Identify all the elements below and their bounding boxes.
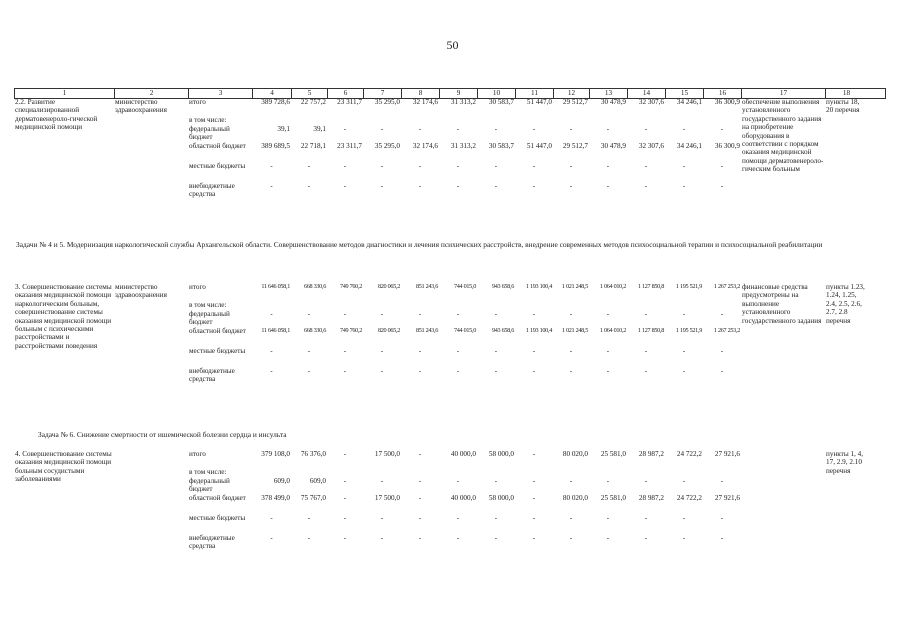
amount-cell: 34 246,1 — [676, 98, 702, 106]
funding-source: внебюджетные средства — [189, 182, 235, 199]
funding-source: внебюджетные средства — [189, 367, 235, 384]
amount-cell: - — [418, 534, 422, 542]
amount-cell: - — [380, 182, 384, 190]
amount-cell: - — [569, 534, 573, 542]
amount-cell: - — [307, 309, 311, 318]
amount-cell: 28 987,2 — [638, 494, 664, 502]
amount-cell: - — [682, 367, 686, 375]
header-col-11: 11 — [516, 89, 554, 98]
amount-cell: 389 728,6 — [261, 98, 290, 106]
amount-cell: - — [494, 347, 498, 355]
amount-cell: 749 760,2 — [339, 327, 362, 334]
funding-source: в том числе: — [189, 467, 227, 476]
amount-cell: - — [418, 309, 422, 318]
amount-cell: - — [720, 476, 724, 485]
amount-cell: - — [606, 124, 610, 133]
amount-cell: - — [380, 124, 384, 133]
amount-cell: 29 512,7 — [562, 142, 588, 150]
amount-cell: - — [720, 162, 724, 170]
amount-cell: - — [644, 476, 648, 485]
amount-cell: 34 246,1 — [676, 142, 702, 150]
amount-cell: - — [418, 514, 422, 522]
measure-name: 3. Совершенствование системы оказания медицинской помощи наркологическим больным, совершенствование системы оказания медицинской помощи больным с психическими расстройствами и расстройствами поведения — [15, 283, 112, 350]
amount-cell: 609,0 — [309, 476, 326, 485]
header-col-10: 10 — [478, 89, 516, 98]
amount-cell: - — [307, 162, 311, 170]
header-col-2: 2 — [115, 89, 189, 98]
amount-cell: 30 478,9 — [600, 142, 626, 150]
amount-cell: - — [569, 347, 573, 355]
amount-cell: - — [569, 124, 573, 133]
amount-cell: 23 311,7 — [337, 98, 362, 106]
task-heading-6: Задача № 6. Снижение смертности от ишемической болезни сердца и инсульта — [38, 430, 287, 439]
amount-cell: 30 583,7 — [488, 98, 514, 106]
funding-source: федеральный бюджет — [189, 476, 230, 493]
amount-cell: - — [606, 162, 610, 170]
amount-cell: 378 499,0 — [261, 494, 290, 502]
amount-cell: - — [720, 124, 724, 133]
amount-cell: - — [380, 347, 384, 355]
amount-cell: - — [380, 534, 384, 542]
amount-cell: - — [380, 476, 384, 485]
amount-cell: - — [720, 514, 724, 522]
amount-cell: - — [343, 309, 347, 318]
amount-cell: 31 313,2 — [450, 142, 476, 150]
amount-cell: - — [343, 162, 347, 170]
amount-cell: - — [456, 514, 460, 522]
amount-cell: - — [682, 182, 686, 190]
header-col-3: 3 — [189, 89, 253, 98]
funding-source: местные бюджеты — [189, 514, 246, 522]
amount-cell: - — [644, 182, 648, 190]
amount-cell: - — [343, 450, 347, 458]
amount-cell: 820 065,2 — [377, 283, 400, 290]
amount-cell: 29 512,7 — [562, 98, 588, 106]
header-col-6: 6 — [328, 89, 364, 98]
amount-cell: 32 307,6 — [638, 98, 664, 106]
amount-cell: 76 376,0 — [300, 450, 326, 458]
amount-cell: - — [494, 534, 498, 542]
amount-cell: - — [380, 309, 384, 318]
amount-cell: - — [456, 309, 460, 318]
amount-cell: - — [456, 476, 460, 485]
amount-cell: 1 195 521,9 — [675, 327, 702, 334]
amount-cell: - — [307, 367, 311, 375]
amount-cell: - — [569, 162, 573, 170]
header-col-15: 15 — [666, 89, 704, 98]
amount-cell: - — [307, 534, 311, 542]
amount-cell: 1 267 253,2 — [713, 283, 740, 290]
amount-cell: 23 311,7 — [337, 142, 362, 150]
amount-cell: - — [418, 124, 422, 133]
amount-cell: - — [270, 347, 273, 355]
amount-cell: 27 921,6 — [714, 450, 740, 458]
amount-cell: 379 108,0 — [261, 450, 290, 458]
header-col-8: 8 — [402, 89, 440, 98]
header-col-12: 12 — [554, 89, 590, 98]
funding-source: внебюджетные средства — [189, 534, 235, 551]
amount-cell: - — [606, 367, 610, 375]
amount-cell: - — [307, 347, 311, 355]
amount-cell: 1 193 100,4 — [525, 283, 552, 290]
amount-cell: 1 127 850,8 — [637, 327, 664, 334]
amount-cell: 1 064 010,2 — [599, 327, 626, 334]
funding-source: в том числе: — [189, 300, 227, 309]
amount-cell: - — [606, 534, 610, 542]
amount-cell: - — [380, 367, 384, 375]
amount-cell: - — [682, 309, 686, 318]
funding-source: итого — [189, 283, 206, 291]
amount-cell: - — [644, 124, 648, 133]
amount-cell: - — [720, 309, 724, 318]
amount-cell: 389 689,5 — [261, 142, 290, 150]
amount-cell: - — [456, 347, 460, 355]
amount-cell: 39,1 — [277, 124, 290, 133]
amount-cell: - — [606, 182, 610, 190]
amount-cell: - — [569, 367, 573, 375]
amount-cell: - — [720, 182, 724, 190]
amount-cell: - — [644, 514, 648, 522]
amount-cell: - — [532, 534, 536, 542]
executor: министерство здравоохранения — [115, 98, 167, 115]
funding-source: областной бюджет — [189, 142, 246, 150]
amount-cell: 58 000,0 — [488, 450, 514, 458]
amount-cell: - — [270, 367, 273, 375]
amount-cell: - — [494, 367, 498, 375]
amount-cell: - — [720, 347, 724, 355]
header-col-7: 7 — [364, 89, 402, 98]
amount-cell: 943 658,6 — [491, 327, 514, 334]
amount-cell: - — [644, 162, 648, 170]
amount-cell: 1 021 248,5 — [561, 283, 588, 290]
amount-cell: 80 020,0 — [562, 450, 588, 458]
measure-name: 2.2. Развитие специализированной дерматовенероло-гической медицинской помощи — [15, 98, 98, 132]
header-col-18: 18 — [842, 89, 851, 97]
amount-cell: - — [644, 347, 648, 355]
amount-cell: - — [494, 476, 498, 485]
amount-cell: 31 313,2 — [450, 98, 476, 106]
amount-cell: - — [682, 347, 686, 355]
header-col-13: 13 — [590, 89, 628, 98]
amount-cell: - — [532, 450, 536, 458]
amount-cell: - — [682, 534, 686, 542]
amount-cell: 36 300,9 — [714, 142, 740, 150]
amount-cell: - — [532, 494, 536, 502]
amount-cell: - — [494, 162, 498, 170]
header-col-4: 4 — [253, 89, 292, 98]
amount-cell: - — [418, 494, 422, 502]
amount-cell: - — [682, 514, 686, 522]
amount-cell: - — [418, 367, 422, 375]
amount-cell: - — [270, 534, 273, 542]
amount-cell: 1 021 248,5 — [561, 327, 588, 334]
amount-cell: - — [494, 124, 498, 133]
amount-cell: 1 195 521,9 — [675, 283, 702, 290]
header-col-17: 17 — [742, 89, 826, 98]
amount-cell: 17 500,0 — [374, 450, 400, 458]
amount-cell: 24 722,2 — [676, 494, 702, 502]
amount-cell: - — [418, 347, 422, 355]
amount-cell: - — [532, 309, 536, 318]
amount-cell: - — [494, 182, 498, 190]
amount-cell: 749 760,2 — [339, 283, 362, 290]
amount-cell: - — [606, 514, 610, 522]
amount-cell: - — [606, 347, 610, 355]
amount-cell: 30 583,7 — [488, 142, 514, 150]
funding-source: итого — [189, 450, 206, 458]
amount-cell: 35 295,0 — [374, 98, 400, 106]
amount-cell: 17 500,0 — [374, 494, 400, 502]
amount-cell: 22 718,1 — [300, 142, 326, 150]
funding-source: областной бюджет — [189, 327, 246, 335]
amount-cell: - — [418, 182, 422, 190]
amount-cell: - — [418, 476, 422, 485]
amount-cell: 58 000,0 — [488, 494, 514, 502]
amount-cell: 36 300,9 — [714, 98, 740, 106]
amount-cell: - — [569, 309, 573, 318]
amount-cell: 80 020,0 — [562, 494, 588, 502]
funding-source: местные бюджеты — [189, 347, 246, 355]
amount-cell: - — [720, 534, 724, 542]
amount-cell: - — [343, 182, 347, 190]
amount-cell: - — [456, 124, 460, 133]
amount-cell: 11 646 058,1 — [261, 327, 290, 334]
funding-source: в том числе: — [189, 115, 227, 124]
amount-cell: - — [532, 347, 536, 355]
amount-cell: - — [270, 182, 273, 190]
amount-cell: - — [380, 514, 384, 522]
amount-cell: - — [456, 182, 460, 190]
amount-cell: - — [418, 450, 422, 458]
amount-cell: 851 243,6 — [415, 327, 438, 334]
amount-cell: 25 581,0 — [600, 450, 626, 458]
amount-cell: 668 330,6 — [303, 327, 326, 334]
amount-cell: 30 478,9 — [600, 98, 626, 106]
expected-result: обеспечение выполнения установленного государственного задания на приобретение оборудования в соответствии с порядком оказания медицинской помощи дерматовенероло-гическим больным — [742, 98, 824, 174]
amount-cell: - — [720, 367, 724, 375]
amount-cell: 40 000,0 — [450, 494, 476, 502]
amount-cell: - — [606, 476, 610, 485]
amount-cell: 35 295,0 — [374, 142, 400, 150]
amount-cell: 39,1 — [313, 124, 326, 133]
amount-cell: 51 447,0 — [526, 142, 552, 150]
amount-cell: 24 722,2 — [676, 450, 702, 458]
amount-cell: - — [532, 124, 536, 133]
amount-cell: - — [532, 367, 536, 375]
amount-cell: 851 243,6 — [415, 283, 438, 290]
amount-cell: - — [682, 162, 686, 170]
amount-cell: 744 015,0 — [453, 327, 476, 334]
funding-source: итого — [189, 98, 206, 106]
amount-cell: 609,0 — [273, 476, 290, 485]
amount-cell: 32 307,6 — [638, 142, 664, 150]
amount-cell: - — [456, 534, 460, 542]
amount-cell: - — [644, 309, 648, 318]
reference: пункты 18, 20 перечня — [826, 98, 860, 115]
amount-cell: - — [343, 514, 347, 522]
amount-cell: - — [644, 534, 648, 542]
reference: пункты 1, 4, 17, 2.9, 2.10 перечня — [826, 450, 864, 475]
amount-cell: - — [682, 476, 686, 485]
header-col-14: 14 — [628, 89, 666, 98]
amount-cell: 51 447,0 — [526, 98, 552, 106]
header-col-16: 16 — [704, 89, 742, 98]
amount-cell: - — [270, 162, 273, 170]
amount-cell: - — [343, 347, 347, 355]
amount-cell: - — [494, 309, 498, 318]
amount-cell: 32 174,6 — [412, 98, 438, 106]
executor: министерство здравоохранения — [115, 283, 167, 300]
amount-cell: 668 330,6 — [303, 283, 326, 290]
task-heading-4-5: Задачи № 4 и 5. Модернизация наркологической службы Архангельской области. Совершенствование методов диагностики и лечения психических расстройств, внедрение современных методов психосоциальной терапии и психосоциальной реабилитации — [16, 240, 823, 249]
amount-cell: 27 921,6 — [714, 494, 740, 502]
amount-cell: 1 064 010,2 — [599, 283, 626, 290]
amount-cell: 11 646 058,1 — [261, 283, 290, 290]
amount-cell: - — [418, 162, 422, 170]
amount-cell: - — [270, 514, 273, 522]
amount-cell: 28 987,2 — [638, 450, 664, 458]
amount-cell: 943 658,6 — [491, 283, 514, 290]
amount-cell: - — [494, 514, 498, 522]
page-number: 50 — [446, 38, 459, 52]
amount-cell: - — [532, 162, 536, 170]
amount-cell: 744 015,0 — [453, 283, 476, 290]
measure-name: 4. Совершенствование системы оказания медицинской помощи больным сосудистыми заболеваниями — [15, 450, 112, 484]
funding-source: федеральный бюджет — [189, 124, 230, 141]
amount-cell: 75 767,0 — [300, 494, 326, 502]
amount-cell: 40 000,0 — [450, 450, 476, 458]
amount-cell: - — [569, 514, 573, 522]
header-col-1: 1 — [15, 89, 115, 98]
amount-cell: 32 174,6 — [412, 142, 438, 150]
reference: пункты 1.23, 1.24, 1.25, 2.4, 2.5, 2.6, 2.7, 2.8 перечня — [826, 283, 865, 325]
amount-cell: - — [343, 534, 347, 542]
amount-cell: 1 193 100,4 — [525, 327, 552, 334]
amount-cell: - — [532, 182, 536, 190]
amount-cell: 820 065,2 — [377, 327, 400, 334]
amount-cell: 1 267 253,2 — [713, 327, 740, 334]
amount-cell: - — [307, 514, 311, 522]
amount-cell: 22 757,2 — [300, 98, 326, 106]
header-col-9: 9 — [440, 89, 478, 98]
funding-source: областной бюджет — [189, 494, 246, 502]
amount-cell: - — [456, 162, 460, 170]
expected-result: финансовые средства предусмотрены на выполнение установленного государственного задания — [742, 283, 822, 325]
amount-cell: - — [343, 124, 347, 133]
amount-cell: - — [270, 309, 273, 318]
amount-cell: - — [644, 367, 648, 375]
amount-cell: - — [343, 367, 347, 375]
amount-cell: - — [682, 124, 686, 133]
amount-cell: 1 127 850,8 — [637, 283, 664, 290]
amount-cell: - — [380, 162, 384, 170]
funding-source: местные бюджеты — [189, 162, 246, 170]
amount-cell: - — [569, 476, 573, 485]
amount-cell: 25 581,0 — [600, 494, 626, 502]
amount-cell: - — [307, 182, 311, 190]
amount-cell: - — [343, 494, 347, 502]
amount-cell: - — [532, 476, 536, 485]
amount-cell: - — [532, 514, 536, 522]
header-col-5: 5 — [292, 89, 328, 98]
amount-cell: - — [606, 309, 610, 318]
amount-cell: - — [343, 476, 347, 485]
funding-source: федеральный бюджет — [189, 309, 230, 326]
amount-cell: - — [456, 367, 460, 375]
amount-cell: - — [569, 182, 573, 190]
